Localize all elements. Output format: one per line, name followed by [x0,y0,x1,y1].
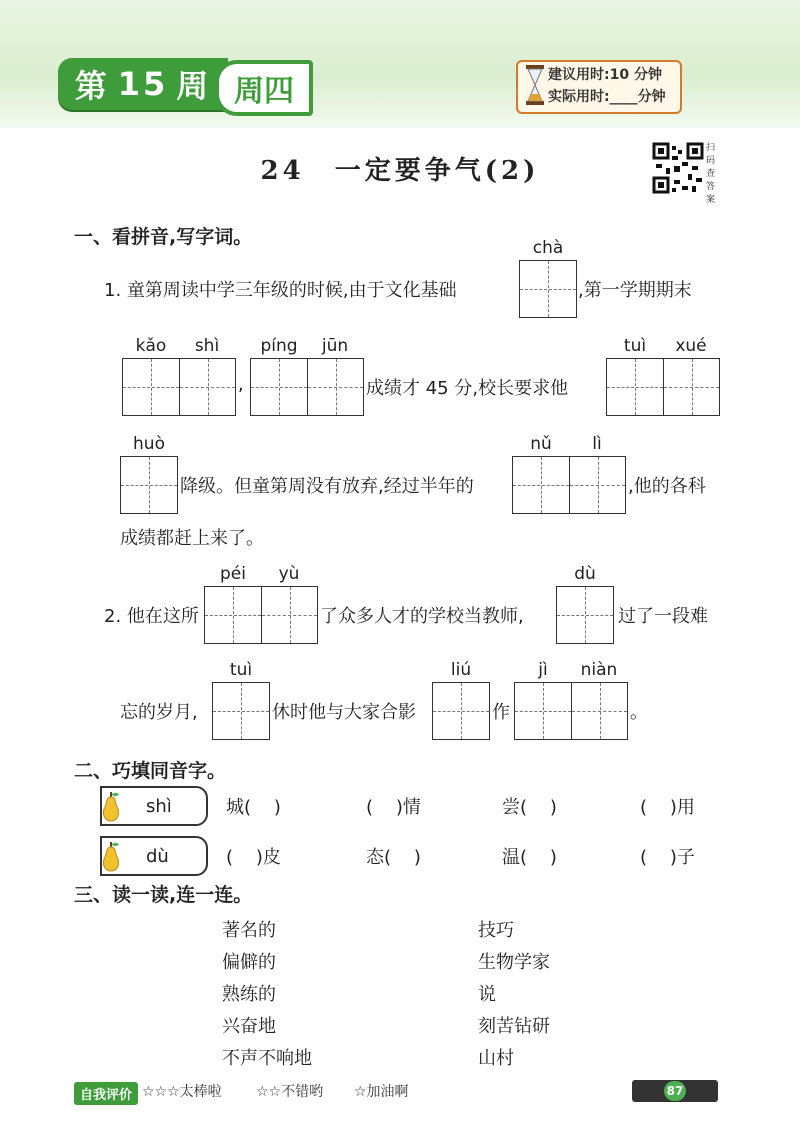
q2-line2-mid2: 作 [492,702,510,723]
qr-caption: 扫码查答案 [706,143,716,205]
answer-grid-jinian[interactable] [514,682,628,740]
answer-grid-huo[interactable] [120,456,178,514]
match-right-item[interactable]: 技巧 [478,920,514,941]
q2-line2-mid: 休时他与大家合影 [272,702,416,723]
answer-grid-du[interactable] [556,586,614,644]
fill-blank[interactable]: 尝( ) [502,797,557,818]
q2-line1: 2. 他在这所 [104,606,199,627]
pinyin-tag-du [100,836,208,876]
pinyin-ji: jì [538,660,548,680]
actual-time-unit: 分钟 [637,89,666,105]
match-left-item[interactable]: 著名的 [222,920,276,941]
fill-blank[interactable]: 温( ) [502,847,557,868]
q1-line1: 1. 童第周读中学三年级的时候,由于文化基础 [104,280,457,301]
self-evaluation-label: 自我评价 [74,1082,138,1105]
match-left-item[interactable]: 偏僻的 [222,952,276,973]
pinyin-huo: huò [133,434,165,454]
pinyin-shi-tag: shì [146,795,172,817]
answer-grid-pingjun[interactable] [250,358,364,416]
rating-excellent[interactable]: ☆☆☆太棒啦 [142,1084,222,1100]
actual-time-blank[interactable]: ____ [609,89,638,105]
pinyin-du: dù [574,564,596,584]
q2-line2-end: 。 [630,702,648,723]
fill-blank[interactable]: ( )用 [640,797,695,818]
pinyin-jun: jūn [321,336,349,356]
actual-time-label: 实际用时: [548,89,610,105]
pinyin-cha: chà [532,238,564,258]
q2-line1-mid: 了众多人才的学校当教师, [320,606,524,627]
week-prefix: 第 [74,67,110,105]
page-number: 87 [664,1081,686,1101]
pinyin-tui-2: tuì [229,660,253,680]
pinyin-du-tag: dù [146,845,169,867]
fill-blank[interactable]: ( )子 [640,847,695,868]
rating-good[interactable]: ☆☆不错哟 [256,1084,324,1100]
match-left-item[interactable]: 兴奋地 [222,1016,276,1037]
answer-grid-tuixue[interactable] [606,358,720,416]
match-left-item[interactable]: 熟练的 [222,984,276,1005]
answer-grid-nuli[interactable] [512,456,626,514]
pear-icon [100,790,122,822]
match-left-item[interactable]: 不声不响地 [222,1048,312,1069]
match-right-item[interactable]: 生物学家 [478,952,550,973]
week-number: 15 [117,65,169,103]
pinyin-kao: kǎo [135,336,167,356]
pinyin-yu: yù [278,564,300,584]
match-right-item[interactable]: 说 [478,984,496,1005]
pinyin-pei: péi [220,564,246,584]
pinyin-nian: niàn [580,660,618,680]
answer-grid-cha[interactable] [519,260,577,318]
lesson-title: 24 一定要争气(2) [260,156,540,186]
fill-blank[interactable]: ( )皮 [226,847,281,868]
q2-line1-after: 过了一段难 [618,606,708,627]
section1-heading: 一、看拼音,写字词。 [74,226,253,248]
rating-keep-going[interactable]: ☆加油啊 [354,1084,409,1100]
fill-blank[interactable]: 城( ) [226,797,281,818]
pinyin-shi: shì [194,336,220,356]
comma: , [238,374,244,395]
answer-grid-tui[interactable] [212,682,270,740]
pinyin-liu: liú [450,660,472,680]
week-label [58,58,228,110]
match-right-item[interactable]: 刻苦钻研 [478,1016,550,1037]
q2-line2: 忘的岁月, [120,702,198,723]
qr-code-icon[interactable] [652,142,704,194]
suggested-time: 建议用时:10 分钟 [548,67,662,83]
match-right-item[interactable]: 山村 [478,1048,514,1069]
q1-line2: 成绩才 45 分,校长要求他 [366,378,569,399]
pinyin-li: lì [592,434,602,454]
pinyin-xue: xué [675,336,707,356]
q1-line1-after: ,第一学期期末 [578,280,692,301]
pinyin-tag-shi [100,786,208,826]
pinyin-tui: tuì [623,336,647,356]
week-suffix: 周 [176,67,212,105]
q1-line3: 降级。但童第周没有放弃,经过半年的 [180,476,474,497]
section3-heading: 三、读一读,连一连。 [74,884,253,906]
fill-blank[interactable]: 态( ) [366,847,421,868]
answer-grid-liu[interactable] [432,682,490,740]
actual-time [548,86,666,106]
day-label: 周四 [215,60,313,116]
q1-line3-after: ,他的各科 [628,476,706,497]
hourglass-icon [524,64,546,106]
pinyin-nu: nǔ [530,434,552,454]
section2-heading: 二、巧填同音字。 [74,760,227,782]
q1-line4: 成绩都赶上来了。 [120,528,264,549]
answer-grid-kaoshi[interactable] [122,358,236,416]
pear-icon [100,840,122,872]
pinyin-ping: píng [260,336,298,356]
answer-grid-peiyu[interactable] [204,586,318,644]
fill-blank[interactable]: ( )情 [366,797,421,818]
